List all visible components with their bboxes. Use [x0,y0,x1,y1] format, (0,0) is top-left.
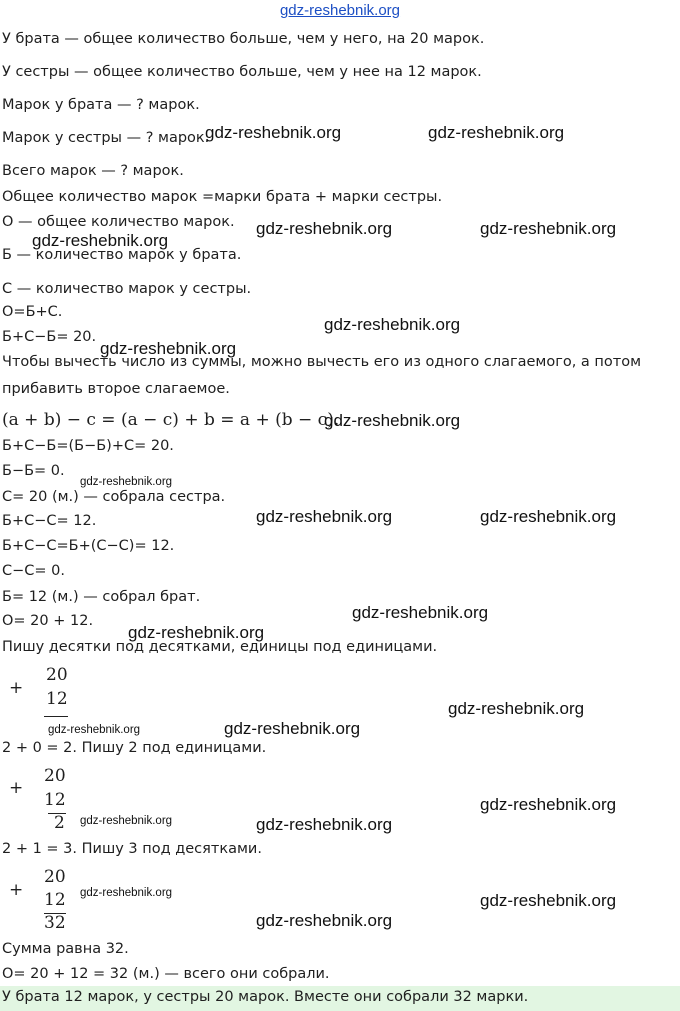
sum-result: 32 [44,913,66,933]
watermark: gdz-reshebnik.org [80,887,173,899]
text-line: С= 20 (м.) — собрала сестра. [2,489,226,505]
watermark: gdz-reshebnik.org [480,219,617,238]
addend-bottom: 12 [46,689,68,709]
text-line: Б — количество марок у брата. [2,247,242,263]
watermark: gdz-reshebnik.org [480,891,617,910]
text-line: Б−Б= 0. [2,463,65,479]
text-line: Сумма равна 32. [2,941,129,957]
plus-sign: + [9,880,24,900]
addend-bottom: 12 [44,890,66,910]
watermark: gdz-reshebnik.org [480,507,617,526]
watermark: gdz-reshebnik.org [32,231,169,250]
text-line: О= 20 + 12. [2,613,94,629]
watermark: gdz-reshebnik.org [224,719,361,738]
text-line: Б+С−С= 12. [2,513,97,529]
watermark: gdz-reshebnik.org [324,411,461,430]
math-formula: (a + b) − c = (a − c) + b = a + (b − c). [2,410,340,430]
text-line: У брата — общее количество больше, чем у него, на 20 марок. [2,31,485,47]
text-line: Б+С−Б=(Б−Б)+С= 20. [2,438,174,454]
watermark: gdz-reshebnik.org [80,476,173,488]
text-line: У сестры — общее количество больше, чем у нее на 12 марок. [2,64,482,80]
text-line: Б+С−С=Б+(С−С)= 12. [2,538,175,554]
addend-bottom: 12 [44,790,66,810]
watermark: gdz-reshebnik.org [324,315,461,334]
text-line: Чтобы вычесть число из суммы, можно вычесть его из одного слагаемого, а потом [2,354,642,370]
watermark: gdz-reshebnik.org [256,507,393,526]
text-line: Б+С−Б= 20. [2,329,97,345]
text-line: Марок у сестры — ? марок. [2,130,210,146]
text-line: 2 + 0 = 2. Пишу 2 под единицами. [2,740,267,756]
answer-text: У брата 12 марок, у сестры 20 марок. Вместе они собрали 32 марки. [2,989,529,1005]
text-line: прибавить второе слагаемое. [2,381,230,397]
text-line: Пишу десятки под десятками, единицы под единицами. [2,639,438,655]
text-line: О=Б+С. [2,304,63,320]
watermark: gdz-reshebnik.org [428,123,565,142]
watermark: gdz-reshebnik.org [80,815,173,827]
answer-highlight [0,986,680,1011]
watermark: gdz-reshebnik.org [256,219,393,238]
watermark: gdz-reshebnik.org [48,724,141,736]
watermark: gdz-reshebnik.org [256,911,393,930]
addend-top: 20 [46,665,68,685]
watermark: gdz-reshebnik.org [480,795,617,814]
text-line: Марок у брата — ? марок. [2,97,200,113]
text-line: О — общее количество марок. [2,214,235,230]
text-line: 2 + 1 = 3. Пишу 3 под десятками. [2,841,262,857]
watermark: gdz-reshebnik.org [205,123,342,142]
site-header-link[interactable]: gdz-reshebnik.org [279,2,401,19]
watermark: gdz-reshebnik.org [256,815,393,834]
sum-line [44,716,68,717]
text-line: Общее количество марок =марки брата + марки сестры. [2,189,443,205]
text-line: С−С= 0. [2,563,65,579]
plus-sign: + [9,678,24,698]
watermark: gdz-reshebnik.org [128,623,265,642]
text-line: О= 20 + 12 = 32 (м.) — всего они собрали. [2,966,330,982]
text-line: Всего марок — ? марок. [2,163,184,179]
watermark: gdz-reshebnik.org [448,699,585,718]
watermark: gdz-reshebnik.org [100,339,237,358]
plus-sign: + [9,778,24,798]
addend-top: 20 [44,766,66,786]
sum-result: 2 [54,813,65,833]
text-line: Б= 12 (м.) — собрал брат. [2,589,201,605]
addend-top: 20 [44,867,66,887]
watermark: gdz-reshebnik.org [352,603,489,622]
text-line: С — количество марок у сестры. [2,281,252,297]
